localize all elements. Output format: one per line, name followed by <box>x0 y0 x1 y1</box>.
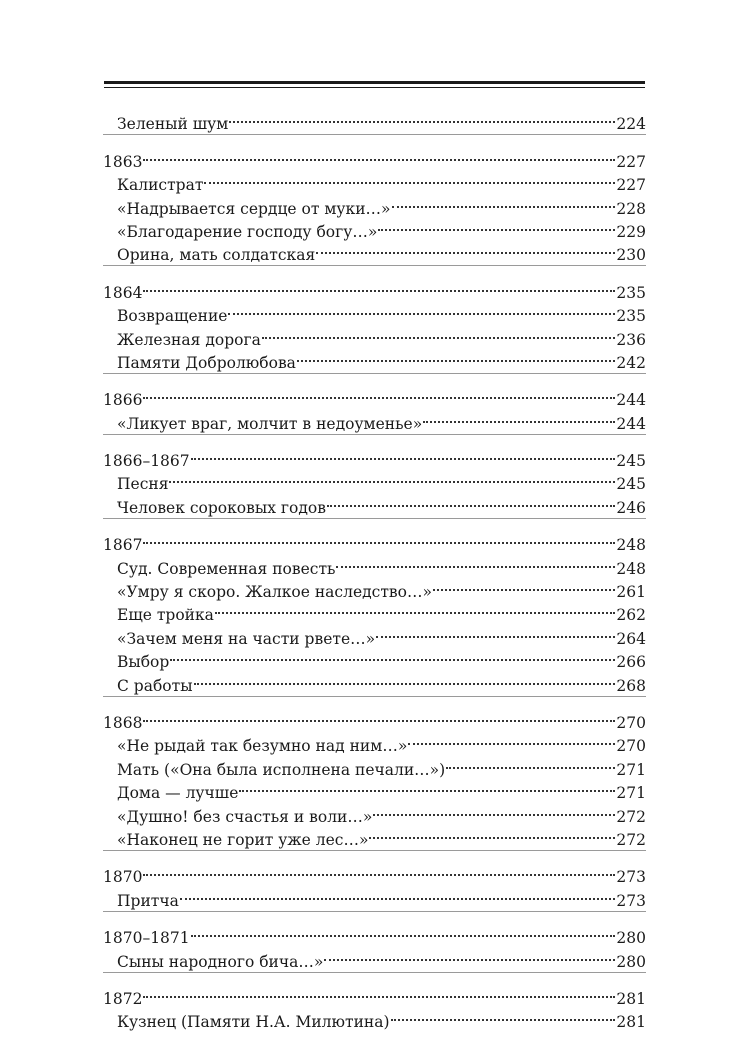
toc-entry-title: «Надрывается сердце от муки…» <box>117 199 391 218</box>
toc-entry-page: 272 <box>616 830 646 849</box>
toc-entry-title: Возвращение <box>117 307 228 326</box>
table-of-contents <box>103 106 646 1040</box>
toc-year-page: 270 <box>616 713 646 732</box>
toc-entry-page: 280 <box>616 952 646 971</box>
dot-leader <box>378 214 615 237</box>
toc-year-row <box>103 920 646 948</box>
toc-entry-title: «Благодарение господу богу…» <box>117 222 378 241</box>
toc-section <box>103 859 646 912</box>
toc-entry-page: 271 <box>616 784 646 803</box>
toc-year-row <box>103 143 646 171</box>
toc-year-row <box>103 274 646 302</box>
toc-entry <box>103 489 646 517</box>
toc-entry <box>103 167 646 195</box>
dot-leader <box>336 550 615 573</box>
toc-year-row <box>103 527 646 555</box>
toc-year: 1866–1867 <box>103 452 190 471</box>
toc-entry <box>103 728 646 756</box>
toc-entry-title: Памяти Добролюбова <box>117 353 296 372</box>
toc-entry-title: «Душно! без счастья и воли…» <box>117 807 373 826</box>
toc-entry-page: 242 <box>616 353 646 372</box>
toc-year-row <box>103 443 646 471</box>
toc-entry-page: 272 <box>616 807 646 826</box>
dot-leader <box>143 382 615 405</box>
toc-section <box>103 527 646 697</box>
toc-entry-page: 235 <box>616 307 646 326</box>
dot-leader <box>327 489 615 512</box>
dot-leader <box>373 798 615 821</box>
dot-leader <box>143 274 615 297</box>
dot-leader <box>369 822 615 845</box>
dot-leader <box>170 644 615 667</box>
toc-entry-page: 268 <box>616 676 646 695</box>
toc-year: 1863 <box>103 152 143 171</box>
dot-leader <box>391 1004 616 1027</box>
toc-entry-page: 264 <box>616 629 646 648</box>
dot-leader <box>169 466 615 489</box>
dot-leader <box>143 705 615 728</box>
toc-entry-title: Выбор <box>117 653 170 672</box>
toc-entry-page: 230 <box>616 246 646 265</box>
toc-entry-page: 246 <box>616 498 646 517</box>
dot-leader <box>324 943 615 966</box>
header-rule-thick <box>104 81 645 84</box>
dot-leader <box>392 190 616 213</box>
dot-leader <box>297 345 615 368</box>
toc-entry-title: Дома — лучше <box>117 784 239 803</box>
toc-entry-page: 228 <box>616 199 646 218</box>
toc-entry-page: 270 <box>616 737 646 756</box>
toc-year-page: 280 <box>616 929 646 948</box>
toc-year-page: 245 <box>616 452 646 471</box>
toc-year: 1866 <box>103 391 143 410</box>
toc-entry-title: Зеленый шум <box>117 115 229 134</box>
toc-entry <box>103 644 646 672</box>
toc-entry-title: Калистрат <box>117 176 204 195</box>
dot-leader <box>143 527 615 550</box>
dot-leader <box>433 574 615 597</box>
dot-leader <box>316 237 615 260</box>
toc-entry-title: «Ликует враг, молчит в недоуменье» <box>117 414 423 433</box>
toc-year-page: 244 <box>616 391 646 410</box>
toc-entry-page: 273 <box>616 891 646 910</box>
toc-entry-page: 271 <box>616 760 646 779</box>
dot-leader <box>229 106 615 129</box>
toc-section <box>103 981 646 1033</box>
toc-entry-title: Притча <box>117 891 179 910</box>
dot-leader <box>239 775 615 798</box>
toc-year-page: 248 <box>616 536 646 555</box>
toc-entry-title: Человек сороковых годов <box>117 498 326 517</box>
dot-leader <box>143 143 615 166</box>
toc-entry <box>103 1004 646 1032</box>
toc-entry-page: 261 <box>616 583 646 602</box>
toc-entry <box>103 882 646 910</box>
dot-leader <box>204 167 615 190</box>
dot-leader <box>191 443 616 466</box>
toc-entry-title: Суд. Современная повесть <box>117 559 336 578</box>
toc-section <box>103 920 646 973</box>
toc-entry-page: 262 <box>616 606 646 625</box>
toc-entry-title: С работы <box>117 676 193 695</box>
toc-entry <box>103 466 646 494</box>
toc-entry <box>103 106 646 134</box>
toc-entry-title: Сыны народного бича…» <box>117 952 324 971</box>
dot-leader <box>376 620 615 643</box>
toc-year-row <box>103 382 646 410</box>
toc-entry-page: 244 <box>616 414 646 433</box>
toc-year-page: 273 <box>616 868 646 887</box>
toc-section <box>103 443 646 519</box>
toc-year: 1864 <box>103 283 143 302</box>
toc-entry <box>103 405 646 433</box>
dot-leader <box>408 728 615 751</box>
toc-entry <box>103 667 646 695</box>
toc-year: 1867 <box>103 536 143 555</box>
toc-year-row <box>103 981 646 1008</box>
toc-entry-title: Песня <box>117 475 169 494</box>
toc-entry-page: 248 <box>616 559 646 578</box>
toc-entry-page: 281 <box>616 1013 646 1032</box>
toc-entry-page: 245 <box>616 475 646 494</box>
toc-year-page: 281 <box>616 989 646 1008</box>
dot-leader <box>228 298 615 321</box>
toc-year: 1872 <box>103 989 143 1008</box>
toc-entry-title: Орина, мать солдатская <box>117 246 316 265</box>
header-rule-thin <box>104 87 645 88</box>
toc-entry-title: Кузнец (Памяти Н.А. Милютина) <box>117 1013 390 1032</box>
toc-year-page: 227 <box>616 152 646 171</box>
toc-entry-page: 266 <box>616 653 646 672</box>
dot-leader <box>143 859 615 882</box>
toc-entry-title: «Наконец не горит уже лес…» <box>117 830 369 849</box>
toc-entry-title: «Зачем меня на части рвете…» <box>117 629 376 648</box>
toc-section <box>103 382 646 435</box>
toc-year-page: 235 <box>616 283 646 302</box>
toc-entry-page: 227 <box>616 176 646 195</box>
toc-year: 1870–1871 <box>103 929 190 948</box>
toc-entry-page: 229 <box>616 222 646 241</box>
toc-entry-title: Железная дорога <box>117 330 261 349</box>
toc-section <box>103 106 646 135</box>
toc-year-row <box>103 705 646 732</box>
toc-section <box>103 705 646 851</box>
dot-leader <box>423 405 615 428</box>
toc-entry <box>103 298 646 326</box>
toc-year: 1868 <box>103 713 143 732</box>
toc-entry-title: Еще тройка <box>117 606 214 625</box>
dot-leader <box>446 751 615 774</box>
toc-entry-title: Мать («Она была исполнена печали…») <box>117 760 446 779</box>
dot-leader <box>143 981 615 1004</box>
dot-leader <box>180 882 616 905</box>
dot-leader <box>194 667 616 690</box>
toc-entry-title: «Не рыдай так безумно над ним…» <box>117 737 408 756</box>
toc-year-row <box>103 859 646 887</box>
dot-leader <box>262 321 616 344</box>
toc-entry-page: 224 <box>616 115 646 134</box>
toc-entry-title: «Умру я скоро. Жалкое наследство…» <box>117 583 432 602</box>
dot-leader <box>215 597 615 620</box>
toc-year: 1870 <box>103 868 143 887</box>
toc-entry <box>103 550 646 578</box>
dot-leader <box>191 920 616 943</box>
toc-section <box>103 274 646 374</box>
toc-section <box>103 143 646 266</box>
toc-entry-page: 236 <box>616 330 646 349</box>
